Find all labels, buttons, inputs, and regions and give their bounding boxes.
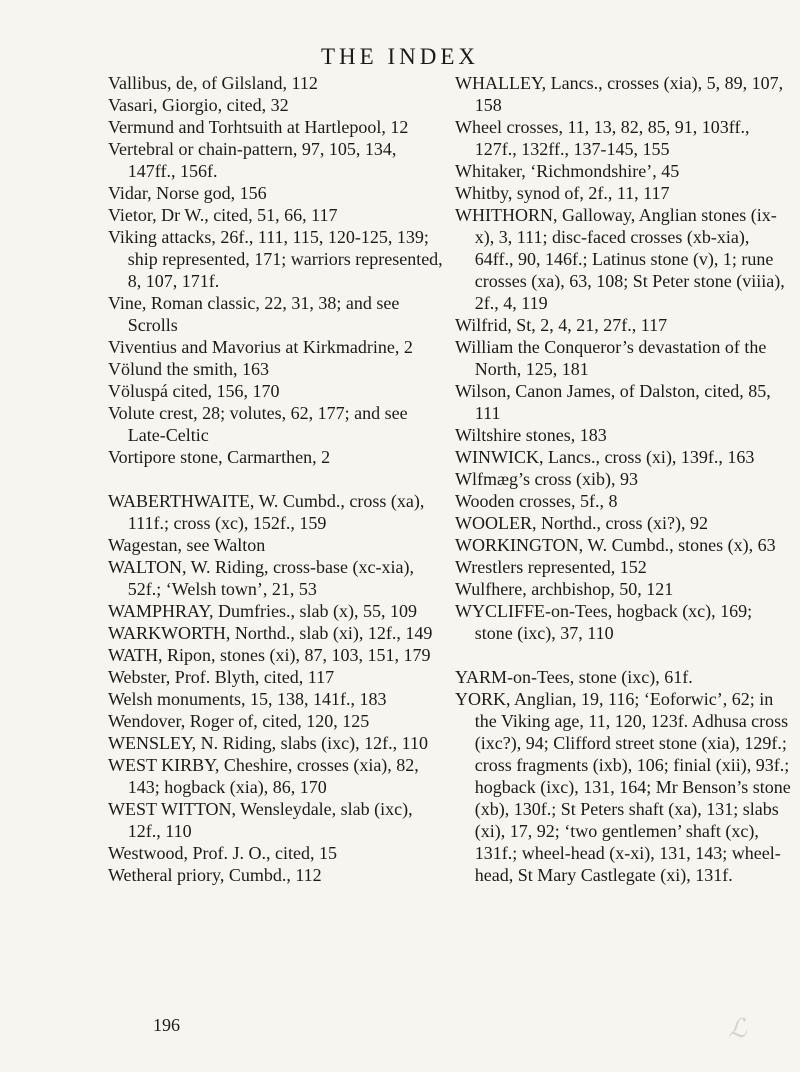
index-entry: Wrestlers represented, 152 — [455, 557, 647, 577]
index-entry: Wetheral priory, Cumbd., 112 — [108, 865, 322, 885]
index-entry: Wlfmæg’s cross (xib), 93 — [455, 469, 638, 489]
index-entry: Wooden crosses, 5f., 8 — [455, 491, 618, 511]
index-entry: Westwood, Prof. J. O., cited, 15 — [108, 843, 338, 863]
section-gap — [455, 644, 791, 666]
library-stamp: ℒ — [728, 1014, 747, 1044]
index-entry: WORKINGTON, W. Cumbd., stones (x), 63 — [455, 535, 776, 555]
index-entry: WARKWORTH, Northd., slab (xi), 12f., 149 — [108, 623, 433, 643]
index-entry: Whitby, synod of, 2f., 11, 117 — [455, 183, 670, 203]
index-entry: Vortipore stone, Carmarthen, 2 — [108, 447, 331, 467]
index-entry: Wagestan, see Walton — [108, 535, 266, 555]
index-entry: WABERTHWAITE, W. Cumbd., cross (xa), 111f.; cross (xc), 152f., 159 — [108, 491, 425, 533]
section-gap — [108, 468, 444, 490]
index-entry: Whitaker, ‘Richmondshire’, 45 — [455, 161, 680, 181]
page-number: 196 — [153, 1015, 180, 1035]
index-entry: Vidar, Norse god, 156 — [108, 183, 267, 203]
index-entry: William the Conqueror’s devastation of the North, 125, 181 — [455, 337, 767, 379]
index-entry: WINWICK, Lancs., cross (xi), 139f., 163 — [455, 447, 755, 467]
index-entry: Vermund and Torhtsuith at Hartlepool, 12 — [108, 117, 409, 137]
index-entry: Viventius and Mavorius at Kirkmadrine, 2 — [108, 337, 413, 357]
index-entry: WATH, Ripon, stones (xi), 87, 103, 151, 179 — [108, 645, 431, 665]
index-column-left — [108, 72, 444, 886]
index-entry: Vietor, Dr W., cited, 51, 66, 117 — [108, 205, 338, 225]
index-entry: WENSLEY, N. Riding, slabs (ixc), 12f., 110 — [108, 733, 428, 753]
index-entry: WOOLER, Northd., cross (xi?), 92 — [455, 513, 708, 533]
index-entry: Wendover, Roger of, cited, 120, 125 — [108, 711, 370, 731]
index-entry: Wilfrid, St, 2, 4, 21, 27f., 117 — [455, 315, 668, 335]
index-entry: WYCLIFFE-on-Tees, hogback (xc), 169; stone (ixc), 37, 110 — [455, 601, 753, 643]
index-entry: Viking attacks, 26f., 111, 115, 120-125, 139; ship represented, 171; warriors represented, 8, 107, 171f. — [108, 227, 443, 291]
index-entry: WEST KIRBY, Cheshire, crosses (xia), 82, 143; hogback (xia), 86, 170 — [108, 755, 419, 797]
index-entry: YARM-on-Tees, stone (ixc), 61f. — [455, 667, 693, 687]
index-entry: Welsh monuments, 15, 138, 141f., 183 — [108, 689, 387, 709]
index-entry: Vasari, Giorgio, cited, 32 — [108, 95, 289, 115]
index-entry: WHITHORN, Galloway, Anglian stones (ix-x), 3, 111; disc-faced crosses (xb-xia), 64ff., 90, 146f.; Latinus stone (v), 1; rune crosses (xa), 63, 108; St Peter stone (viiia), 2f., 4, 119 — [455, 205, 785, 313]
index-entry: Wilson, Canon James, of Dalston, cited, 85, 111 — [455, 381, 771, 423]
index-entry: WALTON, W. Riding, cross-base (xc-xia), 52f.; ‘Welsh town’, 21, 53 — [108, 557, 414, 599]
index-entry: Wulfhere, archbishop, 50, 121 — [455, 579, 674, 599]
index-entry: Vine, Roman classic, 22, 31, 38; and see Scrolls — [108, 293, 400, 335]
index-entry: Vertebral or chain-pattern, 97, 105, 134, 147ff., 156f. — [108, 139, 397, 181]
index-entry: Vallibus, de, of Gilsland, 112 — [108, 73, 318, 93]
index-entry: WEST WITTON, Wensleydale, slab (ixc), 12f., 110 — [108, 799, 413, 841]
index-entry: YORK, Anglian, 19, 116; ‘Eoforwic’, 62; in the Viking age, 11, 120, 123f. Adhusa cross (ixc?), 94; Clifford street stone (xia), 129f.; cross fragments (ixb), 106; finial (xii), 93f.; hogback (ixc), 131, 164; Mr Benson’s stone (xb), 130f.; St Peters shaft (xa), 131; slabs (xi), 17, 92; ‘two gentlemen’ shaft (xc), 131f.; wheel-head (x-xi), 131, 143; wheel-head, St Mary Castlegate (xi), 131f. — [455, 689, 791, 885]
index-entry: Völuspá cited, 156, 170 — [108, 381, 280, 401]
index-entry: Wheel crosses, 11, 13, 82, 85, 91, 103ff., 127f., 132ff., 137-145, 155 — [455, 117, 750, 159]
index-entry: WAMPHRAY, Dumfries., slab (x), 55, 109 — [108, 601, 418, 621]
index-entry: Völund the smith, 163 — [108, 359, 269, 379]
page-header: THE INDEX — [321, 44, 479, 69]
index-entry: Webster, Prof. Blyth, cited, 117 — [108, 667, 335, 687]
index-column-right — [455, 72, 791, 886]
index-entry: WHALLEY, Lancs., crosses (xia), 5, 89, 107, 158 — [455, 73, 784, 115]
index-entry: Wiltshire stones, 183 — [455, 425, 607, 445]
index-entry: Volute crest, 28; volutes, 62, 177; and see Late-Celtic — [108, 403, 408, 445]
